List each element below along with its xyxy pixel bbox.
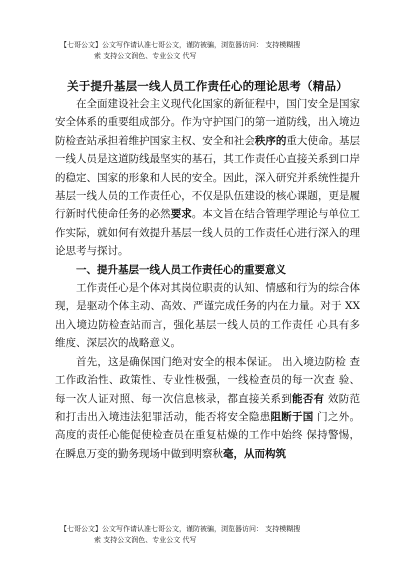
emphasis-text: 要求 xyxy=(170,208,192,221)
header-line-1: 【七哥公文】公文写作请认准七哥公文，谨防被骗，浏览器访问： 支持模糊搜 xyxy=(60,41,301,49)
page-header xyxy=(60,40,380,62)
paragraph-intro: 在全面建设社会主义现代化国家的新征程中，国门安全是国家安全体系的重要组成部分。作为守护国门的第一道防线，出入境边防检查站承担着维护国家主权、安全和社会秩序的重大使命。基层一线人员是这道防线最坚实的基石，其工作责任心直接关系到口岸的稳定、国家的形象和人民的安全。因此，深入研究并系统性提升基层一线人员的工作责任心，不仅是队伍建设的核心课题，更是履行新时代使命任务的必然要求。本文旨在结合管理学理论与单位工作实际，就如何有效提升基层一线人员的工作责任心进行深入的理论思考与探讨。 xyxy=(55,98,361,258)
header-line-2: 索 支持公文润色、专业公文 代写 xyxy=(94,52,197,60)
footer-line-1: 【七哥公文】公文写作请认准七哥公文，谨防被骗，浏览器访问： 支持模糊搜 xyxy=(60,525,301,533)
paragraph-first-point: 首先，这是确保国门绝对安全的根本保证。 出入境边防检 查工作政治性、政策性、专业性极强，一线检查员的每一次查 验、每一次人证对照、每一次信息核录，都直接关系到能否有 效防范和打击出入境违法犯罪活动，能否将安全隐患阻断于国 门之外。高度的责任心能促使检查员在重复枯燥的工作中始终 保持警惕，在瞬息万变的勤务现场中做到明察秋毫，从而构筑 xyxy=(55,355,361,460)
emphasis-text: ，从而构筑 xyxy=(233,447,286,460)
emphasis-text: 秩序的 xyxy=(254,134,287,147)
document-body xyxy=(55,95,360,463)
paragraph-significance: 工作责任心是个体对其岗位职责的认知、情感和行为的综合体现，是驱动个体主动、高效、严谨完成任务的内在力量。对于 XX 出入境边防检查站而言，强化基层一线人员的工作责任 心具有多维度、深层次的战略意义。 xyxy=(55,282,360,350)
emphasis-text: 能否有 xyxy=(292,392,325,405)
emphasis-text: 毫 xyxy=(223,447,234,460)
footer-line-2: 索 支持公文润色、专业公文 代写 xyxy=(94,536,197,544)
section-heading: 一、提升基层一线人员工作责任心的重要意义 xyxy=(76,263,286,276)
page-footer xyxy=(60,524,380,546)
emphasis-text: 阻断于国 xyxy=(270,410,314,423)
document-title: 关于提升基层一线人员工作责任心的理论思考（精品） xyxy=(67,79,348,93)
